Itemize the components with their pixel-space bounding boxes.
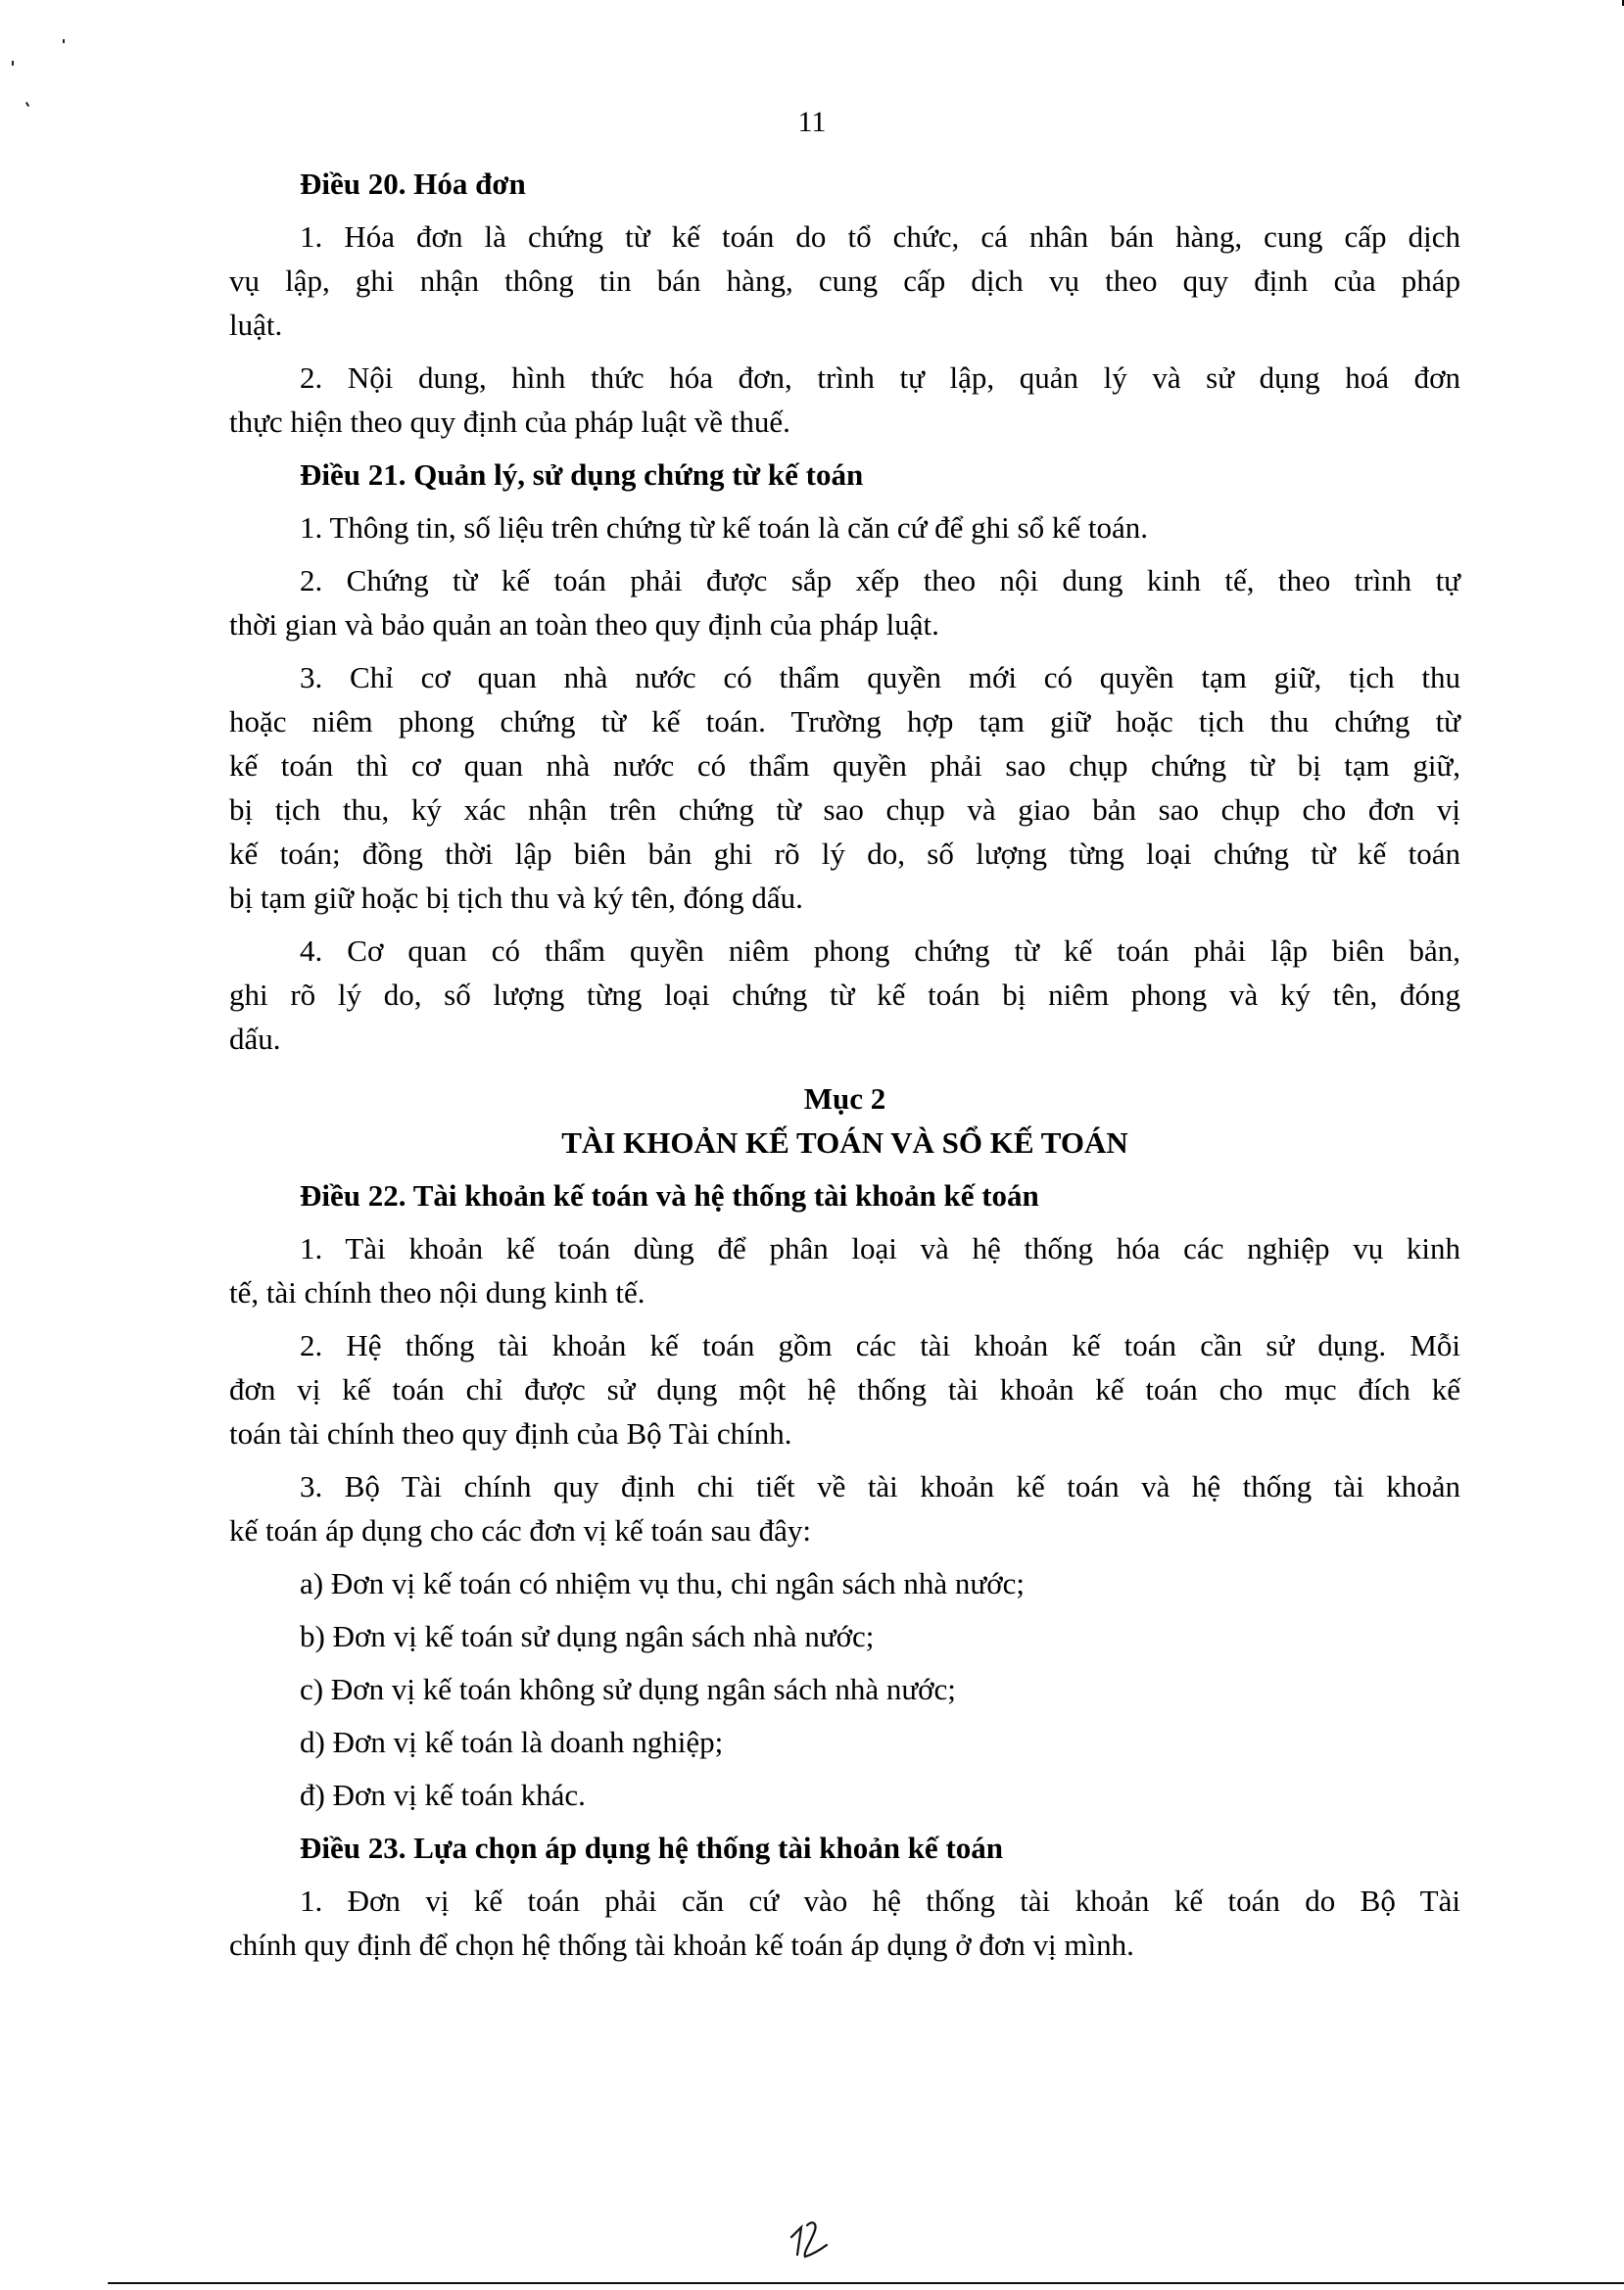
text-line: kế toán; đồng thời lập biên bản ghi rõ lý do, số lượng từng loại chứng từ kế toán: [229, 836, 1460, 871]
text-line: 2. Chứng từ kế toán phải được sắp xếp theo nội dung kinh tế, theo trình tự: [300, 563, 1460, 597]
text-line: Mục 2: [803, 1081, 886, 1116]
text-line: kế toán áp dụng cho các đơn vị kế toán sau đây:: [229, 1513, 812, 1548]
paragraph: [229, 1323, 1460, 1455]
text-line: thời gian và bảo quản an toàn theo quy định của pháp luật.: [229, 607, 939, 642]
paragraph: [229, 1226, 1460, 1314]
text-line: toán tài chính theo quy định của Bộ Tài chính.: [229, 1416, 792, 1451]
text-line: đơn vị kế toán chỉ được sử dụng một hệ thống tài khoản kế toán cho mục đích kế: [229, 1372, 1460, 1407]
text-line: d) Đơn vị kế toán là doanh nghiệp;: [300, 1725, 724, 1759]
spacer: [229, 1605, 1460, 1614]
text-line: Điều 20. Hóa đơn: [300, 167, 526, 201]
text-line: thực hiện theo quy định của pháp luật về thuế.: [229, 405, 790, 439]
document-body: [229, 162, 1460, 1967]
text-line: đ) Đơn vị kế toán khác.: [300, 1778, 586, 1812]
scan-speck: [63, 39, 65, 43]
text-line: kế toán thì cơ quan nhà nước có thẩm quyền phải sao chụp chứng từ bị tạm giữ,: [229, 748, 1460, 783]
text-line: hoặc niêm phong chứng từ kế toán. Trường hợp tạm giữ hoặc tịch thu chứng từ: [229, 704, 1460, 739]
article-heading: [229, 453, 1460, 497]
text-line: 3. Chỉ cơ quan nhà nước có thẩm quyền mới có quyền tạm giữ, tịch thu: [300, 660, 1460, 694]
spacer: [229, 1658, 1460, 1667]
text-line: 4. Cơ quan có thẩm quyền niêm phong chứng từ kế toán phải lập biên bản,: [300, 933, 1460, 968]
spacer: [229, 1764, 1460, 1773]
spacer: [229, 1217, 1460, 1226]
text-line: ghi rõ lý do, số lượng từng loại chứng từ kế toán bị niêm phong và ký tên, đóng: [229, 978, 1460, 1012]
list-item: [229, 1561, 1460, 1605]
text-line: Điều 21. Quản lý, sử dụng chứng từ kế toán: [300, 457, 864, 492]
text-line: Điều 22. Tài khoản kế toán và hệ thống tài khoản kế toán: [300, 1178, 1039, 1213]
text-line: c) Đơn vị kế toán không sử dụng ngân sách nhà nước;: [300, 1672, 956, 1706]
article-heading: [229, 162, 1460, 206]
list-item: [229, 1614, 1460, 1658]
handwritten-page-number: [784, 2216, 862, 2269]
spacer: [229, 646, 1460, 655]
text-line: 1. Đơn vị kế toán phải căn cứ vào hệ thống tài khoản kế toán do Bộ Tài: [300, 1884, 1460, 1918]
article-heading: [229, 1173, 1460, 1217]
paragraph: [229, 1464, 1460, 1552]
paragraph: [229, 929, 1460, 1061]
spacer: [229, 347, 1460, 356]
page-number: 11: [797, 106, 827, 138]
spacer: [229, 444, 1460, 453]
paragraph: [229, 655, 1460, 920]
list-item: [229, 1667, 1460, 1711]
list-item: [229, 1720, 1460, 1764]
paragraph: [229, 1879, 1460, 1967]
paragraph: [229, 505, 1460, 549]
text-line: 2. Nội dung, hình thức hóa đơn, trình tự lập, quản lý và sử dụng hoá đơn: [300, 360, 1460, 395]
article-heading: [229, 1826, 1460, 1870]
spacer: [229, 1455, 1460, 1464]
spacer: [229, 206, 1460, 215]
text-line: TÀI KHOẢN KẾ TOÁN VÀ SỔ KẾ TOÁN: [561, 1125, 1128, 1160]
text-line: tế, tài chính theo nội dung kinh tế.: [229, 1275, 645, 1310]
paragraph: [229, 558, 1460, 646]
text-line: 1. Tài khoản kế toán dùng để phân loại và hệ thống hóa các nghiệp vụ kinh: [300, 1231, 1460, 1265]
spacer: [229, 1870, 1460, 1879]
section-title: [229, 1076, 1460, 1165]
paragraph: [229, 215, 1460, 347]
spacer: [229, 1165, 1460, 1173]
text-line: 3. Bộ Tài chính quy định chi tiết về tài khoản kế toán và hệ thống tài khoản: [300, 1469, 1460, 1503]
spacer: [229, 549, 1460, 558]
text-line: 2. Hệ thống tài khoản kế toán gồm các tài khoản kế toán cần sử dụng. Mỗi: [300, 1328, 1460, 1362]
bottom-scan-line: [108, 2282, 1624, 2284]
text-line: Điều 23. Lựa chọn áp dụng hệ thống tài khoản kế toán: [300, 1831, 1004, 1865]
text-line: chính quy định để chọn hệ thống tài khoản kế toán áp dụng ở đơn vị mình.: [229, 1928, 1134, 1962]
text-line: b) Đơn vị kế toán sử dụng ngân sách nhà nước;: [300, 1619, 875, 1653]
text-line: bị tịch thu, ký xác nhận trên chứng từ sao chụp và giao bản sao chụp cho đơn vị: [229, 792, 1460, 827]
spacer: [229, 497, 1460, 505]
spacer: [229, 1314, 1460, 1323]
text-line: vụ lập, ghi nhận thông tin bán hàng, cung cấp dịch vụ theo quy định của pháp: [229, 263, 1460, 298]
scan-speck: [12, 61, 14, 66]
spacer: [229, 920, 1460, 929]
text-line: bị tạm giữ hoặc bị tịch thu và ký tên, đóng dấu.: [229, 881, 803, 915]
text-line: luật.: [229, 308, 283, 342]
text-line: dấu.: [229, 1022, 281, 1056]
text-line: 1. Hóa đơn là chứng từ kế toán do tổ chức, cá nhân bán hàng, cung cấp dịch: [300, 219, 1460, 254]
spacer: [229, 1817, 1460, 1826]
list-item: [229, 1773, 1460, 1817]
paragraph: [229, 356, 1460, 444]
spacer: [229, 1711, 1460, 1720]
spacer: [229, 1552, 1460, 1561]
text-line: 1. Thông tin, số liệu trên chứng từ kế toán là căn cứ để ghi sổ kế toán.: [300, 510, 1148, 545]
text-line: a) Đơn vị kế toán có nhiệm vụ thu, chi ngân sách nhà nước;: [300, 1566, 1026, 1600]
spacer: [229, 1061, 1460, 1076]
